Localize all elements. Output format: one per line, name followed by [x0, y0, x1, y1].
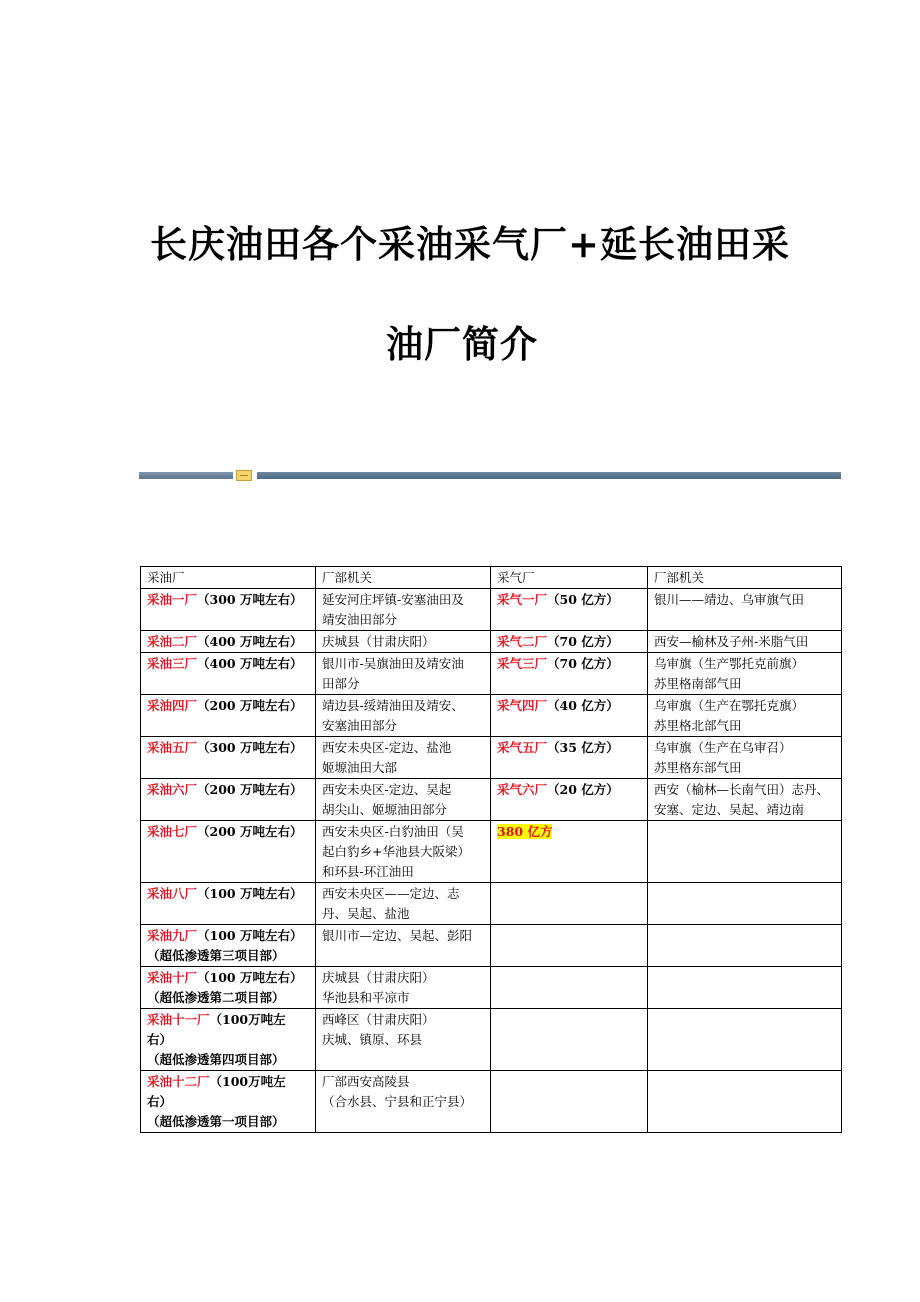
gas-plant-capacity: （20 亿方） — [547, 782, 619, 797]
oil-plant-capacity: （400 万吨左右） — [197, 656, 303, 671]
oil-plant-cell — [141, 631, 316, 653]
gas-plant-cell — [491, 925, 648, 967]
table-row — [141, 695, 842, 737]
gas-plant-cell — [491, 967, 648, 1009]
gas-plant-name: 采气四厂 — [497, 698, 548, 713]
gas-plant-name: 采气六厂 — [497, 782, 548, 797]
gas-hq-cell — [648, 589, 842, 631]
oil-plant-name: 采油八厂 — [147, 886, 198, 901]
oil-hq-cell — [316, 1071, 491, 1133]
oil-plant-capacity: （300 万吨左右） — [197, 740, 303, 755]
oil-hq-cell — [316, 631, 491, 653]
oil-plant-cell — [141, 821, 316, 883]
gas-hq-cell — [648, 821, 842, 883]
gas-hq-cell — [648, 1071, 842, 1133]
oil-hq-line: 胡尖山、姬塬油田部分 — [322, 802, 448, 817]
gas-plant-cell — [491, 883, 648, 925]
oil-plant-name: 采油七厂 — [147, 824, 198, 839]
document-title-line-1: 长庆油田各个采油采气厂+延长油田采 — [150, 222, 791, 266]
oil-hq-line: 西安未央区-定边、吴起 — [322, 782, 452, 797]
gas-hq-line: 西安（榆林—长南气田）志丹、 — [654, 782, 830, 797]
oil-plant-note: （超低渗透第四项目部） — [147, 1052, 285, 1067]
table-row — [141, 1009, 842, 1071]
header-gas-plant: 采气厂 — [491, 567, 648, 589]
oil-plant-capacity: （200 万吨左右） — [197, 698, 303, 713]
oil-hq-line: 西峰区（甘肃庆阳） — [322, 1012, 435, 1027]
table-row — [141, 967, 842, 1009]
oil-hq-line: 厂部西安高陵县 — [322, 1074, 410, 1089]
gas-hq-line: 苏里格南部气田 — [654, 676, 742, 691]
oil-hq-line: 西安未央区-定边、盐池 — [322, 740, 452, 755]
gas-plant-cell — [491, 737, 648, 779]
oil-plant-capacity: （100 万吨左右） — [197, 970, 303, 985]
oil-hq-line: （合水县、宁县和正宁县） — [322, 1094, 473, 1109]
gas-hq-cell — [648, 925, 842, 967]
divider-ornament-icon — [236, 470, 252, 481]
gas-hq-cell — [648, 779, 842, 821]
oil-hq-cell — [316, 967, 491, 1009]
table-row — [141, 821, 842, 883]
gas-hq-line: 西安—榆林及子州-米脂气田 — [654, 634, 809, 649]
oil-hq-line: 庆城、镇原、环县 — [322, 1032, 423, 1047]
oil-plant-cell — [141, 779, 316, 821]
oil-hq-line: 起白豹乡+华池县大阪梁） — [322, 844, 470, 859]
oil-hq-line: 延安河庄坪镇-安塞油田及 — [322, 592, 464, 607]
table-row — [141, 631, 842, 653]
gas-plant-capacity: （70 亿方） — [547, 656, 619, 671]
oil-plant-name: 采油六厂 — [147, 782, 198, 797]
oil-plant-name: 采油五厂 — [147, 740, 198, 755]
oil-hq-cell — [316, 883, 491, 925]
gas-hq-cell — [648, 631, 842, 653]
oil-hq-line: 西安未央区-白豹油田（吴 — [322, 824, 464, 839]
gas-plant-cell — [491, 779, 648, 821]
table-row — [141, 589, 842, 631]
oil-hq-line: 田部分 — [322, 676, 360, 691]
oil-plant-name: 采油十二厂 — [147, 1074, 210, 1089]
oil-plant-name: 采油二厂 — [147, 634, 198, 649]
table-row — [141, 653, 842, 695]
gas-hq-line: 乌审旗（生产在乌审召） — [654, 740, 792, 755]
gas-hq-cell — [648, 883, 842, 925]
divider-bar-right — [257, 472, 841, 479]
oil-plant-capacity: （100 万吨左右） — [197, 928, 303, 943]
gas-hq-line: 苏里格东部气田 — [654, 760, 742, 775]
gas-plant-cell — [491, 631, 648, 653]
oil-hq-line: 华池县和平凉市 — [322, 990, 410, 1005]
oil-hq-line: 丹、吴起、盐池 — [322, 906, 410, 921]
oil-plant-capacity: （100万吨左右） — [147, 1012, 286, 1047]
oil-hq-line: 靖边县-绥靖油田及靖安、 — [322, 698, 464, 713]
oil-hq-line: 姬塬油田大部 — [322, 760, 398, 775]
gas-plant-cell — [491, 821, 648, 883]
gas-hq-cell — [648, 653, 842, 695]
oil-plant-cell — [141, 1071, 316, 1133]
oil-hq-line: 靖安油田部分 — [322, 612, 398, 627]
oil-plant-name: 采油十厂 — [147, 970, 198, 985]
table-row — [141, 737, 842, 779]
gas-total-highlight: 380 亿方 — [497, 824, 553, 839]
oil-plant-name: 采油十一厂 — [147, 1012, 210, 1027]
gas-plant-cell — [491, 1009, 648, 1071]
decorative-divider — [139, 470, 841, 482]
oil-plant-capacity: （200 万吨左右） — [197, 782, 303, 797]
oil-plant-cell — [141, 589, 316, 631]
gas-plant-name: 采气一厂 — [497, 592, 548, 607]
gas-hq-cell — [648, 695, 842, 737]
oil-plant-cell — [141, 883, 316, 925]
gas-hq-line: 安塞、定边、吴起、靖边南 — [654, 802, 805, 817]
table-row — [141, 1071, 842, 1133]
oil-plant-cell — [141, 925, 316, 967]
oil-plant-name: 采油四厂 — [147, 698, 198, 713]
oil-hq-cell — [316, 695, 491, 737]
plants-table — [140, 566, 842, 1133]
oil-plant-cell — [141, 695, 316, 737]
oil-hq-line: 和环县-环江油田 — [322, 864, 414, 879]
oil-hq-cell — [316, 653, 491, 695]
gas-hq-cell — [648, 1009, 842, 1071]
gas-plant-capacity: （35 亿方） — [547, 740, 619, 755]
oil-plant-cell — [141, 967, 316, 1009]
oil-hq-line: 西安未央区——定边、志 — [322, 886, 460, 901]
oil-hq-line: 银川市—定边、吴起、彭阳 — [322, 928, 473, 943]
oil-hq-line: 银川市-吴旗油田及靖安油 — [322, 656, 464, 671]
oil-plant-note: （超低渗透第二项目部） — [147, 990, 285, 1005]
oil-plant-capacity: （300 万吨左右） — [197, 592, 303, 607]
table-row — [141, 779, 842, 821]
gas-hq-line: 苏里格北部气田 — [654, 718, 742, 733]
oil-plant-cell — [141, 1009, 316, 1071]
gas-plant-cell — [491, 653, 648, 695]
oil-plant-name: 采油三厂 — [147, 656, 198, 671]
header-oil-plant: 采油厂 — [141, 567, 316, 589]
gas-plant-cell — [491, 1071, 648, 1133]
oil-hq-cell — [316, 589, 491, 631]
gas-plant-cell — [491, 695, 648, 737]
oil-plant-capacity: （400 万吨左右） — [197, 634, 303, 649]
oil-plant-capacity: （100万吨左右） — [147, 1074, 286, 1109]
table-row — [141, 883, 842, 925]
oil-plant-note: （超低渗透第一项目部） — [147, 1114, 285, 1129]
gas-hq-line: 乌审旗（生产鄂托克前旗） — [654, 656, 805, 671]
oil-plant-capacity: （200 万吨左右） — [197, 824, 303, 839]
oil-hq-cell — [316, 737, 491, 779]
gas-hq-cell — [648, 737, 842, 779]
oil-hq-cell — [316, 821, 491, 883]
gas-plant-name: 采气二厂 — [497, 634, 548, 649]
gas-plant-name: 采气五厂 — [497, 740, 548, 755]
oil-hq-cell — [316, 925, 491, 967]
gas-plant-capacity: （50 亿方） — [547, 592, 619, 607]
oil-plant-note: （超低渗透第三项目部） — [147, 948, 285, 963]
table-header-row — [141, 567, 842, 589]
gas-hq-line: 银川——靖边、乌审旗气田 — [654, 592, 805, 607]
oil-plant-capacity: （100 万吨左右） — [197, 886, 303, 901]
gas-plant-capacity: （40 亿方） — [547, 698, 619, 713]
header-gas-hq: 厂部机关 — [648, 567, 842, 589]
divider-bar-left — [139, 472, 233, 479]
oil-hq-cell — [316, 779, 491, 821]
oil-hq-line: 庆城县（甘肃庆阳） — [322, 970, 435, 985]
document-title-line-2: 油厂简介 — [386, 322, 538, 366]
header-oil-hq: 厂部机关 — [316, 567, 491, 589]
gas-hq-cell — [648, 967, 842, 1009]
gas-hq-line: 乌审旗（生产在鄂托克旗） — [654, 698, 805, 713]
oil-plant-name: 采油九厂 — [147, 928, 198, 943]
gas-plant-name: 采气三厂 — [497, 656, 548, 671]
oil-hq-line: 庆城县（甘肃庆阳） — [322, 634, 435, 649]
oil-hq-line: 安塞油田部分 — [322, 718, 398, 733]
table-row — [141, 925, 842, 967]
oil-plant-name: 采油一厂 — [147, 592, 198, 607]
oil-plant-cell — [141, 737, 316, 779]
oil-plant-cell — [141, 653, 316, 695]
oil-hq-cell — [316, 1009, 491, 1071]
gas-plant-capacity: （70 亿方） — [547, 634, 619, 649]
gas-plant-cell — [491, 589, 648, 631]
